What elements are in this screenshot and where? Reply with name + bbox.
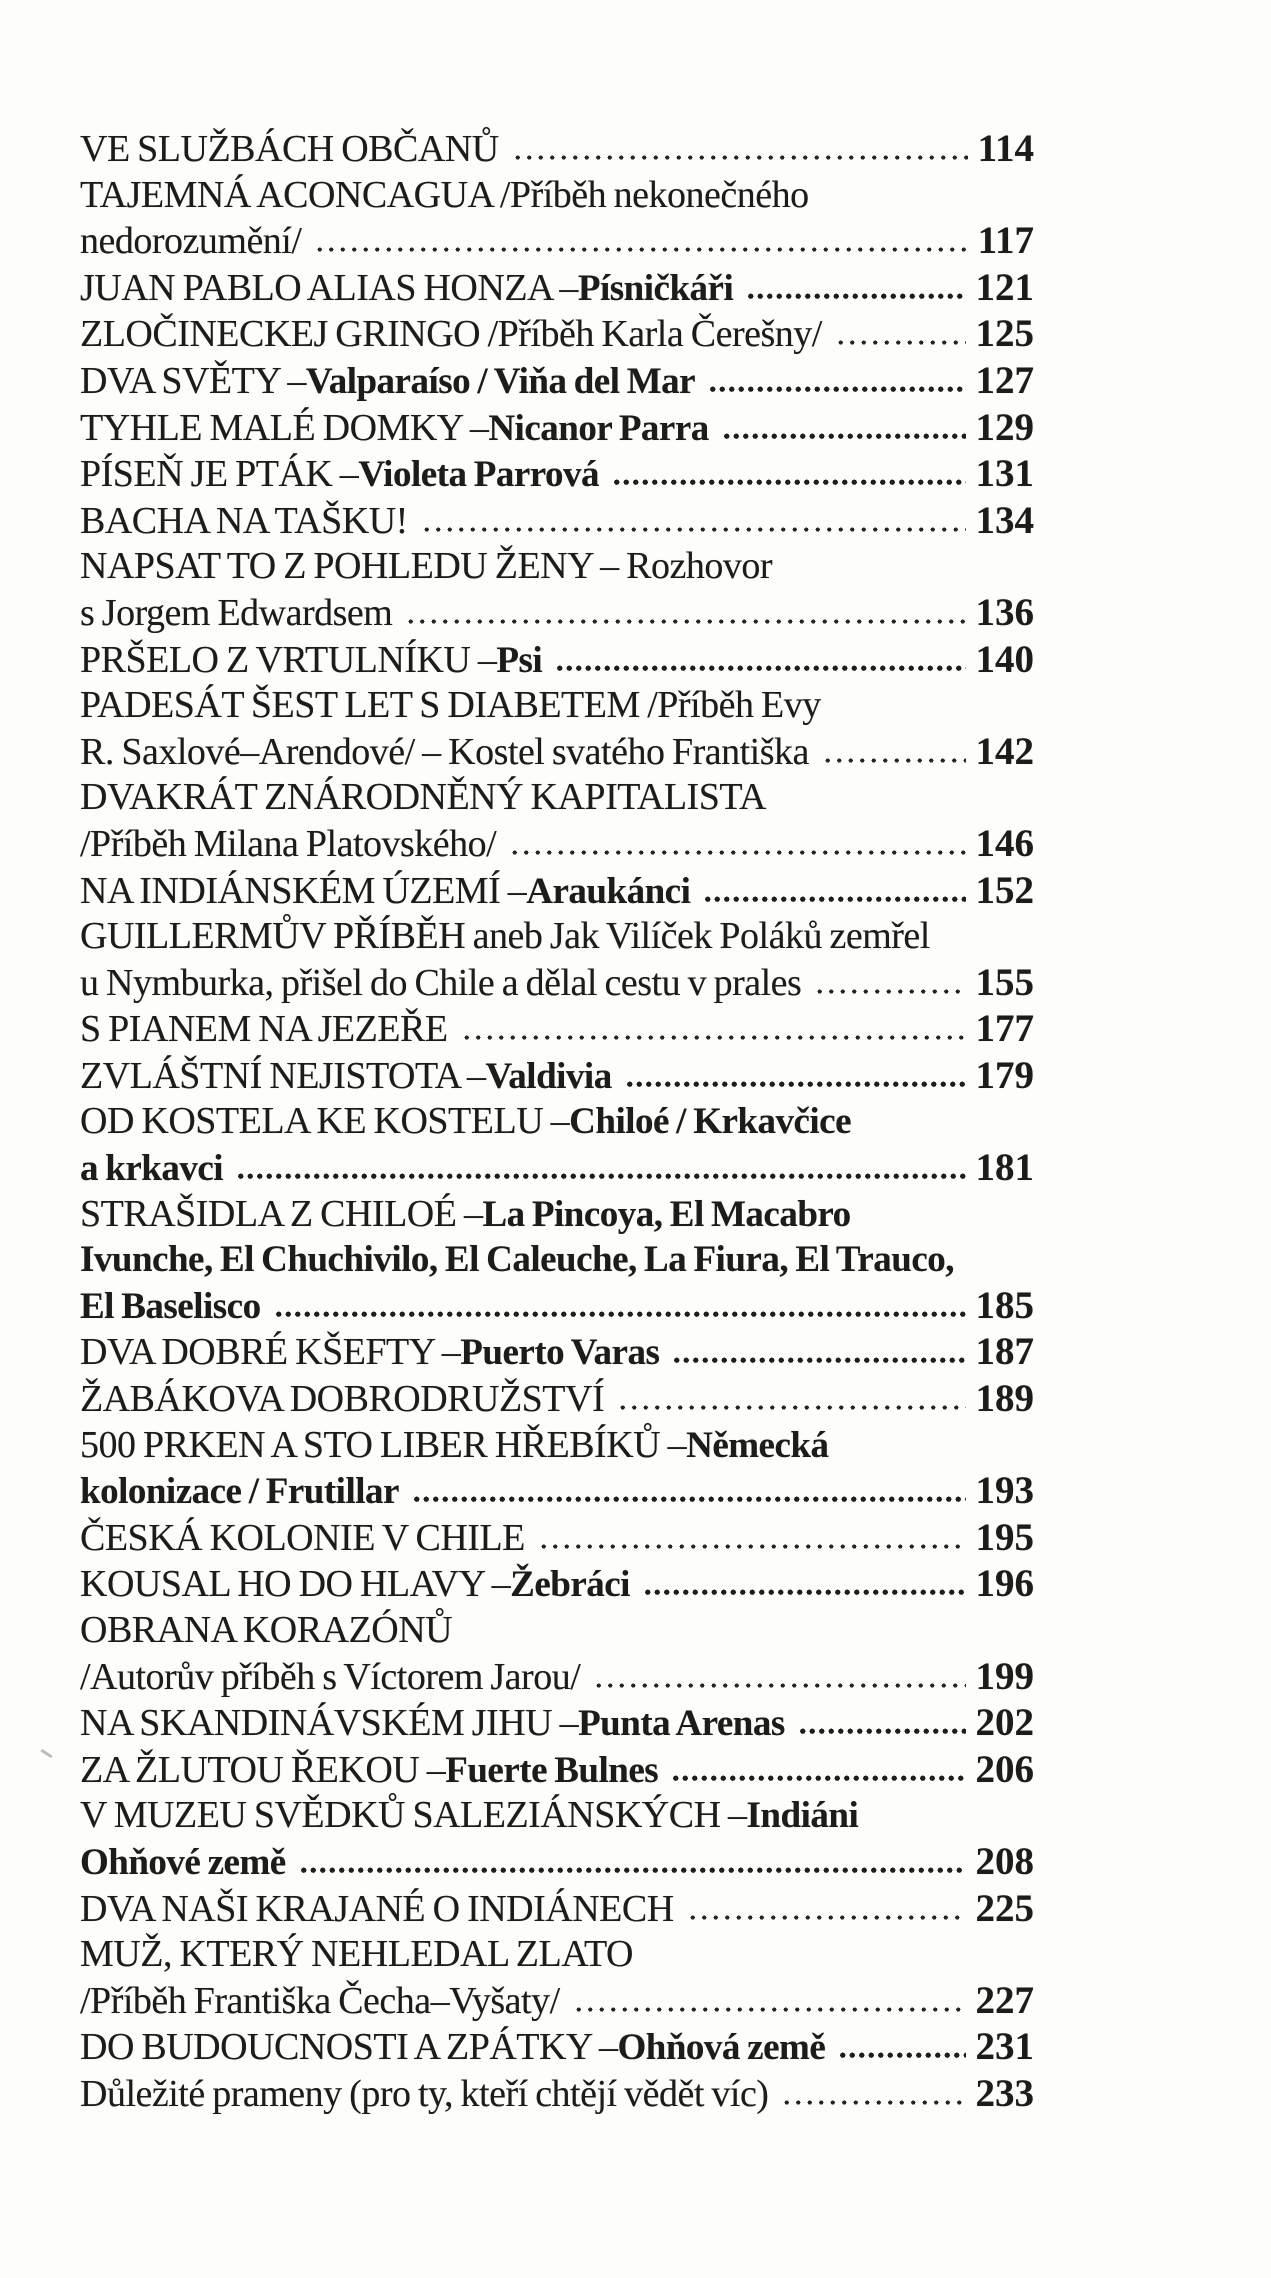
page-number: 196 — [975, 1562, 1034, 1606]
toc-title-text: KOUSAL HO DO HLAVY – — [80, 1563, 511, 1606]
toc-entry — [80, 1053, 1034, 1100]
toc-line — [80, 1283, 1034, 1330]
toc-title-text: JUAN PABLO ALIAS HONZA – — [80, 266, 578, 309]
page-number: 155 — [975, 960, 1034, 1004]
page-number: 131 — [975, 452, 1034, 496]
toc-entry — [80, 1376, 1034, 1423]
toc-title-text: R. Saxlové–Arendové/ – Kostel svatého Františka — [80, 730, 809, 773]
toc-line — [80, 265, 1034, 312]
dot-leader — [798, 1726, 966, 1735]
toc-line — [80, 1145, 1034, 1192]
toc-line — [80, 1839, 1034, 1886]
dot-leader — [671, 1773, 965, 1782]
toc-entry — [80, 1099, 1034, 1191]
toc-subtitle-text: Chiloé / Krkavčice — [569, 1101, 852, 1143]
page-number: 202 — [975, 1701, 1034, 1745]
toc-title-text: V MUZEU SVĚDKŮ SALEZIÁNSKÝCH – — [80, 1794, 747, 1837]
toc-title-text: 500 PRKEN A STO LIBER HŘEBÍKŮ – — [80, 1423, 687, 1466]
toc-title-text: VE SLUŽBÁCH OBČANŮ — [80, 128, 499, 170]
page-number: 121 — [975, 265, 1034, 309]
toc-subtitle-text: Žebráci — [510, 1564, 630, 1606]
page-number: 181 — [975, 1146, 1034, 1190]
toc-title-text: ZLOČINECKEJ GRINGO /Příběh Karla Čerešny/ — [80, 313, 822, 356]
toc-entry — [80, 637, 1034, 684]
toc-title-text: nedorozumění/ — [80, 220, 302, 263]
toc-entry — [80, 173, 1034, 265]
page-number: 187 — [975, 1330, 1034, 1374]
toc-line — [80, 311, 1034, 358]
toc-title-text: DVA SVĚTY – — [80, 359, 306, 402]
toc-line — [80, 1515, 1034, 1562]
toc-entry — [80, 1006, 1034, 1053]
toc-title-text: TYHLE MALÉ DOMKY – — [80, 406, 489, 449]
toc-entry — [80, 1515, 1034, 1562]
toc-title-text: Důležité prameny (pro ty, kteří chtějí vědět víc) — [80, 2072, 769, 2115]
toc-title-text: NAPSAT TO Z POHLEDU ŽENY – Rozhovor — [80, 545, 772, 588]
toc-line — [80, 1561, 1034, 1608]
page-number: 136 — [975, 590, 1034, 634]
toc-line — [80, 405, 1034, 452]
toc-entry — [80, 358, 1034, 405]
dot-leader — [299, 1865, 966, 1874]
toc-title-text: MUŽ, KTERÝ NEHLEDAL ZLATO — [80, 1933, 633, 1976]
toc-entry — [80, 2024, 1034, 2071]
page-number: 231 — [975, 2025, 1034, 2069]
toc-title-text: OBRANA KORAZÓNŮ — [80, 1609, 453, 1651]
toc-line — [80, 1886, 1034, 1933]
toc-line — [80, 1329, 1034, 1376]
page-number: 208 — [975, 1839, 1034, 1883]
toc-entry — [80, 2071, 1034, 2118]
page-number: 117 — [977, 219, 1034, 263]
page-number: 199 — [975, 1654, 1034, 1698]
toc-line — [80, 683, 1034, 729]
dot-leader — [781, 2097, 965, 2106]
toc-subtitle-text: Araukánci — [526, 870, 691, 912]
dot-leader — [814, 986, 965, 995]
toc-entry — [80, 311, 1034, 358]
dot-leader — [708, 384, 965, 393]
toc-line — [80, 218, 1034, 265]
dot-leader — [746, 291, 965, 300]
toc-subtitle-text: Psi — [496, 639, 543, 681]
toc-entry — [80, 1192, 1034, 1330]
toc-title-text: S PIANEM NA JEZEŘE — [80, 1008, 448, 1051]
dot-leader — [512, 152, 968, 161]
toc-entry — [80, 405, 1034, 452]
dot-leader — [722, 431, 966, 440]
page-number: 179 — [975, 1053, 1034, 1097]
dot-leader — [236, 1171, 965, 1180]
toc-title-text: BACHA NA TAŠKU! — [80, 499, 408, 542]
toc-entry — [80, 868, 1034, 915]
dot-leader — [538, 1541, 966, 1550]
toc-line — [80, 126, 1034, 173]
page-number: 177 — [975, 1007, 1034, 1051]
toc-line — [80, 1700, 1034, 1747]
dot-leader — [555, 663, 965, 672]
toc-entry — [80, 1886, 1034, 1933]
toc-line — [80, 1468, 1034, 1515]
page-number: 152 — [975, 868, 1034, 912]
toc-line — [80, 1192, 1034, 1238]
page-number: 127 — [975, 358, 1034, 402]
dot-leader — [703, 894, 965, 903]
toc-subtitle-text: Německá — [686, 1424, 829, 1466]
toc-subtitle-text: Fuerte Bulnes — [445, 1749, 659, 1791]
toc-title-text: NA SKANDINÁVSKÉM JIHU – — [80, 1702, 579, 1745]
toc-line — [80, 590, 1034, 637]
dot-leader — [461, 1032, 966, 1041]
dot-leader — [274, 1309, 966, 1318]
page-number: 193 — [975, 1469, 1034, 1513]
toc-entry — [80, 265, 1034, 312]
toc-subtitle-text: Violeta Parrová — [358, 454, 599, 496]
page-number: 189 — [975, 1377, 1034, 1421]
toc-subtitle-text: Ohňové země — [80, 1841, 286, 1883]
toc-line — [80, 1237, 1034, 1283]
page-number: 146 — [975, 821, 1034, 865]
page-number: 233 — [975, 2071, 1034, 2115]
dot-leader — [412, 1494, 966, 1503]
toc-line — [80, 868, 1034, 915]
toc-line — [80, 1006, 1034, 1053]
toc-line — [80, 1932, 1034, 1978]
toc-title-text: /Příběh Františka Čecha–Vyšaty/ — [80, 1979, 560, 2022]
toc-subtitle-text: Puerto Varas — [460, 1332, 660, 1374]
toc-line — [80, 1376, 1034, 1423]
toc-title-text: u Nymburka, přišel do Chile a dělal cestu v prales — [80, 961, 802, 1004]
toc-line — [80, 173, 1034, 219]
page-number: 225 — [975, 1886, 1034, 1930]
toc-line — [80, 1978, 1034, 2025]
toc-line — [80, 544, 1034, 590]
dot-leader — [593, 1680, 965, 1689]
toc-title-text: OD KOSTELA KE KOSTELU – — [80, 1100, 570, 1143]
toc-subtitle-text: a krkavci — [80, 1148, 224, 1190]
toc-title-text: DVA NAŠI KRAJANÉ O INDIÁNECH — [80, 1887, 674, 1930]
dot-leader — [509, 847, 965, 856]
scan-speck — [40, 1749, 53, 1759]
dot-leader — [625, 1079, 966, 1088]
toc-entry — [80, 1932, 1034, 2024]
dot-leader — [838, 2050, 965, 2059]
toc-line — [80, 821, 1034, 868]
toc-title-text: ČESKÁ KOLONIE V CHILE — [80, 1516, 525, 1559]
toc-line — [80, 451, 1034, 498]
toc-title-text: PÍSEŇ JE PTÁK – — [80, 453, 359, 496]
toc-line — [80, 1608, 1034, 1654]
toc-subtitle-text: Písničkáři — [577, 267, 734, 309]
dot-leader — [822, 755, 966, 764]
toc-title-text: ŽABÁKOVA DOBRODRUŽSTVÍ — [80, 1378, 605, 1421]
toc-subtitle-text: kolonizace / Frutillar — [80, 1471, 399, 1513]
toc-line — [80, 1053, 1034, 1100]
toc-line — [80, 2024, 1034, 2071]
toc-entry — [80, 914, 1034, 1006]
toc-title-text: PADESÁT ŠEST LET S DIABETEM /Příběh Evy — [80, 684, 821, 727]
page-number: 114 — [977, 127, 1034, 170]
toc-entry — [80, 498, 1034, 545]
dot-leader — [835, 337, 966, 346]
toc-subtitle-text: La Pincoya, El Macabro — [482, 1193, 851, 1235]
toc-line — [80, 1099, 1034, 1145]
dot-leader — [672, 1355, 965, 1364]
page-number: 227 — [975, 1978, 1034, 2022]
toc-entry — [80, 1793, 1034, 1885]
toc-entry — [80, 683, 1034, 775]
dot-leader — [421, 524, 966, 533]
toc-line — [80, 1793, 1034, 1839]
toc-title-text: TAJEMNÁ ACONCAGUA /Příběh nekonečného — [80, 173, 809, 216]
toc-line — [80, 1654, 1034, 1701]
toc-subtitle-text: Nicanor Parra — [488, 407, 709, 449]
page-number: 185 — [975, 1283, 1034, 1327]
dot-leader — [405, 616, 965, 625]
dot-leader — [573, 2004, 966, 2013]
toc-title-text: /Autorův příběh s Víctorem Jarou/ — [80, 1655, 581, 1698]
page-number: 195 — [975, 1515, 1034, 1559]
toc-title-text: NA INDIÁNSKÉM ÚZEMÍ – — [80, 869, 527, 912]
toc-title-text: GUILLERMŮV PŘÍBĚH aneb Jak Vilíček Poláků zemřel — [80, 915, 930, 958]
toc-line — [80, 1747, 1034, 1794]
toc-line — [80, 498, 1034, 545]
toc-title-text: DVA DOBRÉ KŠEFTY – — [80, 1331, 461, 1374]
dot-leader — [617, 1402, 965, 1411]
toc-title-text: /Příběh Milana Platovského/ — [80, 822, 497, 865]
toc-entry — [80, 451, 1034, 498]
dot-leader — [314, 244, 967, 253]
dot-leader — [612, 477, 966, 486]
toc-entry — [80, 544, 1034, 636]
dot-leader — [687, 1912, 966, 1921]
toc-line — [80, 729, 1034, 776]
toc-title-text: DO BUDOUCNOSTI A ZPÁTKY – — [80, 2026, 618, 2069]
toc-entry — [80, 1423, 1034, 1515]
toc-line — [80, 2071, 1034, 2118]
toc-subtitle-text: Punta Arenas — [578, 1703, 785, 1745]
toc-entry — [80, 1561, 1034, 1608]
toc-subtitle-text: Indiáni — [746, 1795, 859, 1837]
toc-line — [80, 358, 1034, 405]
toc-subtitle-text: Ohňová země — [617, 2027, 826, 2069]
toc-subtitle-text: Valdivia — [485, 1055, 612, 1097]
toc-title-text: ZA ŽLUTOU ŘEKOU – — [80, 1748, 446, 1791]
toc-subtitle-text: Valparaíso / Viňa del Mar — [305, 360, 696, 402]
page-number: 140 — [975, 637, 1034, 681]
toc-line — [80, 637, 1034, 684]
toc-entry — [80, 1747, 1034, 1794]
toc-entry — [80, 1329, 1034, 1376]
page-number: 125 — [975, 312, 1034, 356]
toc-entry — [80, 775, 1034, 867]
page-number: 206 — [975, 1747, 1034, 1791]
toc-line — [80, 960, 1034, 1007]
toc-line — [80, 1423, 1034, 1469]
toc-title-text: PRŠELO Z VRTULNÍKU – — [80, 638, 497, 681]
toc-entry — [80, 126, 1034, 173]
toc-line — [80, 914, 1034, 960]
toc-entry — [80, 1608, 1034, 1700]
toc-line — [80, 775, 1034, 821]
toc-title-text: DVAKRÁT ZNÁRODNĚNÝ KAPITALISTA — [80, 776, 766, 819]
toc-subtitle-text: El Baselisco — [80, 1285, 261, 1327]
toc-title-text: s Jorgem Edwardsem — [80, 591, 393, 634]
dot-leader — [643, 1587, 966, 1596]
page-number: 129 — [975, 405, 1034, 449]
toc-title-text: ZVLÁŠTNÍ NEJISTOTA – — [80, 1054, 486, 1097]
toc-title-text: STRAŠIDLA Z CHILOÉ – — [80, 1192, 483, 1235]
toc-subtitle-text: Ivunche, El Chuchivilo, El Caleuche, La Fiura, El Trauco, — [80, 1239, 954, 1281]
toc-entry — [80, 1700, 1034, 1747]
toc-list — [80, 126, 1034, 2118]
page-number: 134 — [975, 498, 1034, 542]
page-number: 142 — [975, 729, 1034, 773]
